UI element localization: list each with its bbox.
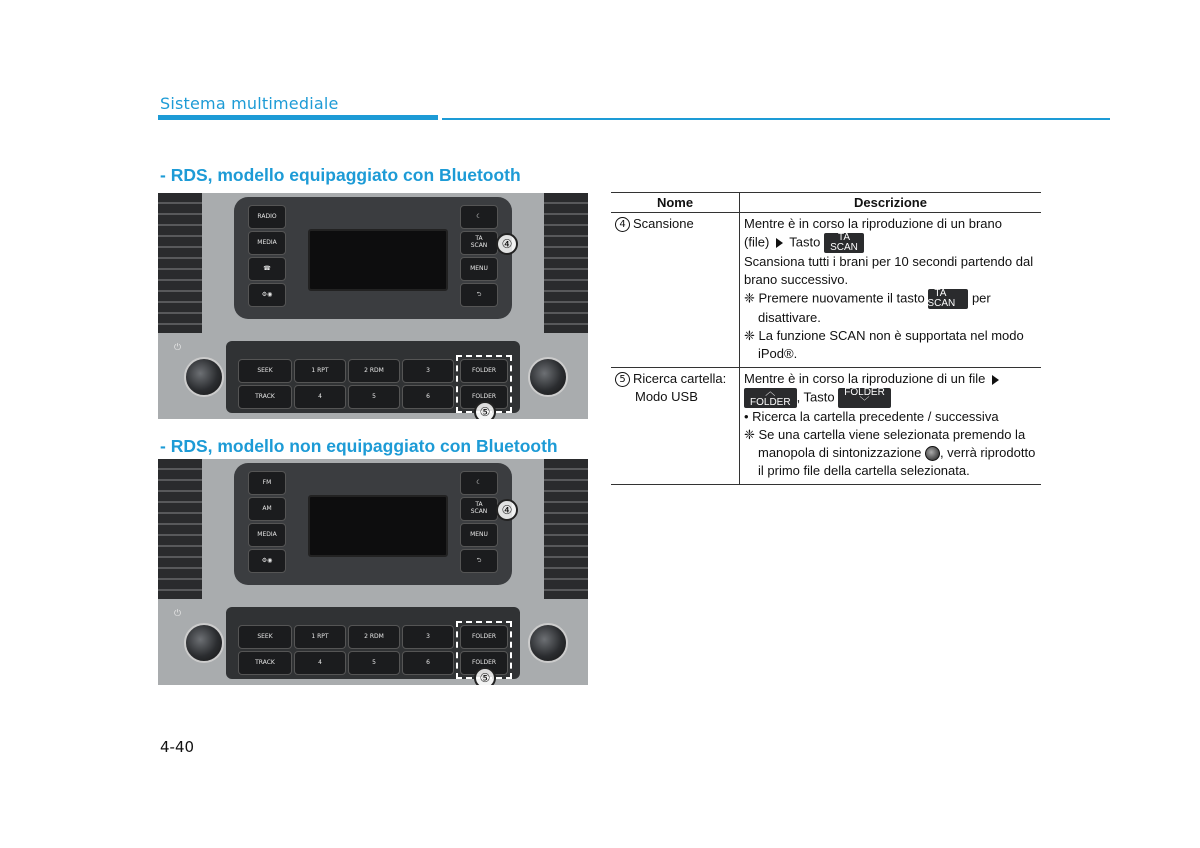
- note-text: ❈ Se una cartella viene selezionata premendo la manopola di sintonizzazione: [744, 427, 1026, 460]
- folder-up-button[interactable]: FOLDER: [460, 625, 508, 649]
- preset-5-button[interactable]: 5: [348, 385, 400, 409]
- preset-2-button[interactable]: 2 RDM: [348, 359, 400, 383]
- chapter-title: Sistema multimediale: [160, 94, 339, 113]
- note-text: ❈ Premere nuovamente il tasto: [744, 290, 925, 306]
- desc-line: Scansiona tutti i brani per 10 secondi partendo dal brano successivo.: [744, 254, 1034, 287]
- chip-label: FOLDER: [844, 387, 885, 398]
- preset-3-button[interactable]: 3: [402, 625, 454, 649]
- callout-4: ④: [496, 499, 518, 521]
- item-number: 5: [615, 372, 630, 387]
- desc-line: [744, 233, 1037, 253]
- row-name-sub: Modo USB: [635, 389, 698, 404]
- setup-button[interactable]: ⚙◉: [248, 549, 286, 573]
- note-line: [744, 426, 1037, 480]
- media-button[interactable]: MEDIA: [248, 231, 286, 255]
- chip-label: TA: [837, 232, 851, 243]
- chevron-down-icon: ﹀: [859, 397, 870, 408]
- preset-5-button[interactable]: 5: [348, 651, 400, 675]
- folder-up-button[interactable]: FOLDER: [460, 359, 508, 383]
- tune-knob[interactable]: [528, 357, 568, 397]
- desc-text: (file): [744, 234, 770, 250]
- note-line: ❈ La funzione SCAN non è supportata nel modo iPod®.: [744, 328, 1024, 361]
- radio-panel-bluetooth: [158, 193, 588, 419]
- description-table: [611, 192, 1041, 485]
- section-title-bluetooth: - RDS, modello equipaggiato con Bluetooth: [160, 165, 521, 185]
- ta-scan-button[interactable]: TA SCAN: [460, 231, 498, 255]
- air-vent-right: [544, 193, 588, 333]
- desc-text: Mentre è in corso la riproduzione di un file: [744, 371, 986, 386]
- desc-line: Mentre è in corso la riproduzione di un brano: [744, 216, 1002, 231]
- tune-knob[interactable]: [528, 623, 568, 663]
- night-mode-button[interactable]: ☾: [460, 471, 498, 495]
- col-header-description: Descrizione: [740, 193, 1042, 213]
- display-screen: [308, 495, 448, 557]
- phone-button[interactable]: ☎: [248, 257, 286, 281]
- preset-1-button[interactable]: 1 RPT: [294, 625, 346, 649]
- section-title-no-bluetooth: - RDS, modello non equipaggiato con Bluetooth: [160, 436, 558, 456]
- ta-scan-button[interactable]: TA SCAN: [460, 497, 498, 521]
- display-screen: [308, 229, 448, 291]
- chip-label: SCAN: [830, 242, 858, 253]
- power-icon: ⏻: [174, 609, 182, 619]
- row-description-cell: [740, 368, 1042, 485]
- desc-text: , Tasto: [796, 389, 835, 405]
- tune-knob-icon: [925, 446, 940, 461]
- callout-4: ④: [496, 233, 518, 255]
- header-rule-thick: [158, 115, 438, 120]
- callout-5: ⑤: [474, 667, 496, 685]
- row-name-cell: [611, 368, 740, 485]
- radio-button[interactable]: RADIO: [248, 205, 286, 229]
- menu-button[interactable]: MENU: [460, 257, 498, 281]
- chip-label: FOLDER: [750, 397, 791, 408]
- back-button[interactable]: ⮌: [460, 283, 498, 307]
- desc-line: [744, 388, 1037, 408]
- power-volume-knob[interactable]: [184, 357, 224, 397]
- folder-up-key-icon: [838, 388, 891, 408]
- am-button[interactable]: AM: [248, 497, 286, 521]
- col-header-name: Nome: [611, 193, 740, 213]
- row-description-cell: [740, 213, 1042, 368]
- chip-label: SCAN: [927, 298, 956, 309]
- desc-text: Tasto: [789, 234, 821, 250]
- row-name: Ricerca cartella:: [633, 371, 727, 386]
- desc-line: [744, 370, 1037, 388]
- ta-scan-key-icon: TA SCAN: [928, 289, 968, 309]
- fm-button[interactable]: FM: [248, 471, 286, 495]
- play-arrow-icon: [992, 375, 999, 385]
- row-name: Scansione: [633, 216, 694, 231]
- preset-4-button[interactable]: 4: [294, 651, 346, 675]
- air-vent-right: [544, 459, 588, 599]
- chevron-up-icon: ︿: [765, 387, 776, 398]
- night-mode-button[interactable]: ☾: [460, 205, 498, 229]
- seek-button[interactable]: SEEK: [238, 359, 292, 383]
- preset-6-button[interactable]: 6: [402, 385, 454, 409]
- power-volume-knob[interactable]: [184, 623, 224, 663]
- note-text: , verrà riprodotto il primo file della cartella selezionata.: [758, 445, 1036, 478]
- preset-6-button[interactable]: 6: [402, 651, 454, 675]
- folder-down-key-icon: [744, 388, 797, 408]
- row-name-cell: [611, 213, 740, 368]
- setup-button[interactable]: ⚙◉: [248, 283, 286, 307]
- track-button[interactable]: TRACK: [238, 385, 292, 409]
- folder-down-button[interactable]: FOLDER: [460, 385, 508, 409]
- preset-4-button[interactable]: 4: [294, 385, 346, 409]
- air-vent-left: [158, 459, 202, 599]
- air-vent-left: [158, 193, 202, 333]
- preset-3-button[interactable]: 3: [402, 359, 454, 383]
- note-line: [744, 289, 1037, 327]
- callout-5: ⑤: [474, 401, 496, 419]
- menu-button[interactable]: MENU: [460, 523, 498, 547]
- preset-1-button[interactable]: 1 RPT: [294, 359, 346, 383]
- folder-down-button[interactable]: FOLDER: [460, 651, 508, 675]
- header-rule-thin: [442, 118, 1110, 120]
- seek-button[interactable]: SEEK: [238, 625, 292, 649]
- preset-2-button[interactable]: 2 RDM: [348, 625, 400, 649]
- item-number: 4: [615, 217, 630, 232]
- page-number: 4-40: [160, 738, 195, 756]
- media-button[interactable]: MEDIA: [248, 523, 286, 547]
- radio-panel-no-bluetooth: [158, 459, 588, 685]
- play-arrow-icon: [776, 238, 783, 248]
- table-row: [611, 213, 1041, 368]
- desc-line: • Ricerca la cartella precedente / successiva: [744, 409, 999, 424]
- table-row: [611, 368, 1041, 485]
- ta-scan-key-icon: [824, 233, 864, 253]
- back-button[interactable]: ⮌: [460, 549, 498, 573]
- power-icon: ⏻: [174, 343, 182, 353]
- note-text: per disattivare.: [758, 290, 991, 325]
- track-button[interactable]: TRACK: [238, 651, 292, 675]
